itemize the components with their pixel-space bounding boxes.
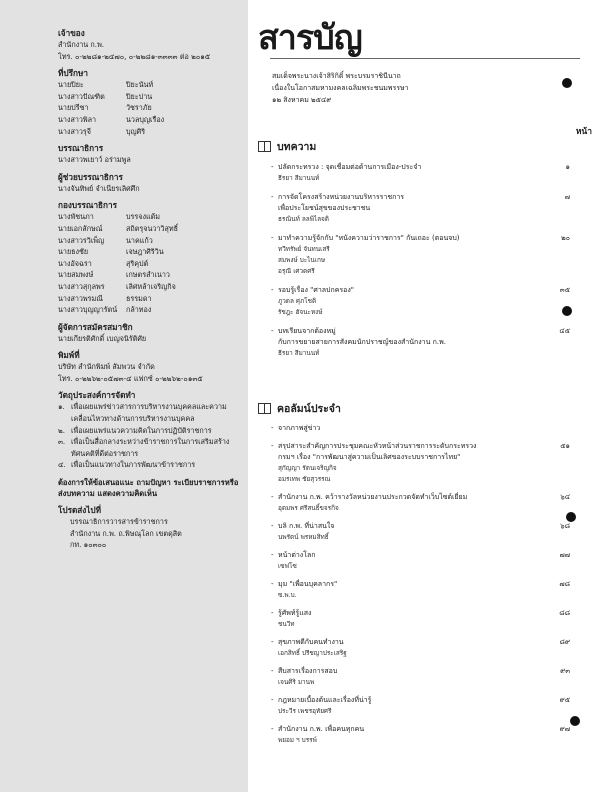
printer-name: บริษัท สำนักพิมพ์ สัมพวน จำกัด (58, 362, 155, 372)
entry-page-number: ๘๙ (559, 638, 570, 646)
entry-bullet: - (271, 551, 274, 559)
entry-author: สมพงษ์ บะไนเกษ (278, 256, 326, 264)
staff-surname: สถิตรุจนวาวิสุทธิ์ (126, 223, 179, 233)
objective-number: ๒. (58, 425, 66, 435)
entry-bullet: - (271, 442, 274, 450)
staff-name: นางสาวพรมณี (58, 293, 103, 303)
entry-page-number: ๕๑ (560, 442, 570, 450)
staff-row (58, 269, 244, 281)
printer-heading: พิมพ์ที่ (58, 350, 80, 361)
entry-title: สืบสารเรื่องการสอบ (278, 667, 338, 675)
staff-row (58, 246, 244, 258)
printer-phone: โทร. ๐-๒๒๖๒-๐๕๗๓-๔ แฟกซ์ ๐-๒๒๖๒-๐๑๓๕ (58, 373, 203, 383)
toc-entry[interactable] (271, 192, 578, 225)
toc-entry[interactable] (271, 724, 578, 746)
masthead (58, 22, 244, 551)
entry-page-number: ๙๗ (559, 725, 570, 733)
entry-author: เซฟโซ (278, 562, 297, 570)
staff-name: นางสาวรุจี (58, 126, 91, 136)
invite-text: ต้องการให้ข้อเสนอแนะ ถามปัญหา ระเบียบราชการหรือส่งบทความ แสดงความคิดเห็น (58, 478, 239, 499)
staff-name: นางสาวพิลา (58, 114, 97, 124)
toc-entry[interactable] (271, 695, 578, 717)
entry-page-number: ๙๓ (560, 667, 570, 675)
staff-surname: วัชราภัย (126, 103, 152, 113)
objective-text: เพื่อเผยแพร่ข่าวสารการบริหารงานบุคคลและความเคลื่อนไหวทางด้านการบริหารงานบุคคล (71, 402, 227, 424)
staff-surname: บุญศิริ (126, 126, 146, 136)
entry-bullet: - (271, 580, 274, 588)
toc-entry[interactable] (271, 441, 578, 485)
objective-text: เพื่อเป็นแนวทางในการพัฒนาข้าราชการ (71, 460, 196, 470)
entry-bullet: - (271, 234, 274, 242)
staff-surname: ธรรมดา (126, 293, 152, 303)
entry-page-number: ๙๕ (559, 696, 570, 704)
entry-title: รู้ศัพท์รู้แสง (278, 609, 312, 617)
entry-page-number: ๘๘ (559, 609, 570, 617)
staff-row (58, 223, 244, 235)
editor-heading: บรรณาธิการ (58, 143, 104, 154)
staff-name: นางพัชนภา (58, 212, 94, 222)
columns-section (258, 400, 588, 746)
staff-row (58, 126, 244, 138)
entry-bullet: - (271, 638, 274, 646)
book-icon (258, 403, 271, 414)
entry-bullet: - (271, 667, 274, 675)
tribute-line: สมเด็จพระนางเจ้าสิริกิติ์ พระบรมราชินีนาถ (272, 72, 401, 80)
page-column-header: หน้า (575, 127, 592, 137)
columns-list (258, 423, 588, 746)
entry-author: ธีรยา สีมานนท์ (278, 174, 320, 182)
staff-row (58, 91, 244, 103)
toc-entry[interactable] (271, 492, 578, 514)
toc-entry[interactable] (271, 423, 578, 434)
staff-surname: บรรจงแต้ม (126, 212, 161, 222)
entry-author: พยอม ฯ บรรพ์ (278, 736, 317, 744)
staff-name: นางสาวสุกุลพร (58, 281, 105, 291)
owner-heading: เจ้าของ (58, 28, 85, 38)
send-line: บรรณาธิการวารสารข้าราชการ (70, 517, 168, 527)
entry-author: สุกัญญา รัตนเจริญกิจ (278, 464, 337, 472)
staff-surname: สุริคุปต์ (126, 258, 149, 268)
entry-title: จากภาพสู่ข่าว (278, 424, 321, 432)
staff-surname: เจษฎาศิริวิน (126, 247, 164, 257)
entry-title: เพื่อประโยชน์สุขของประชาชน (278, 204, 371, 212)
entry-author: เจนศิริ มานพ (278, 678, 315, 686)
entry-author: รัชฎะ ฮัจนะหงษ์ (278, 308, 323, 316)
book-icon (258, 141, 271, 152)
toc-entry[interactable] (271, 326, 578, 359)
objectives-heading: วัตถุประสงค์การจัดทำ (58, 390, 136, 401)
objective-item (58, 401, 244, 424)
columns-title: คอลัมน์ประจำ (277, 402, 341, 415)
toc-entry[interactable] (271, 233, 578, 277)
objective-item (58, 436, 244, 459)
entry-bullet: - (271, 609, 274, 617)
staff-row (58, 258, 244, 270)
entry-title: มาทำความรู้จักกับ "หนังความว่าราชการ" กันเถอะ (ตอนจบ) (278, 234, 460, 242)
entry-bullet: - (271, 193, 274, 201)
entry-bullet: - (271, 725, 274, 733)
entry-page-number: ๗๘ (559, 580, 570, 588)
staff-name: นายเอกลักษณ์ (58, 223, 103, 233)
tribute-line: เนื่องในโอกาสมหามงคลเฉลิมพระชนมพรรษา (272, 84, 409, 92)
send-line: สำนักงาน ก.พ. ถ.พิษณุโลก เขตดุสิต (70, 528, 182, 538)
binding-hole-mark (562, 78, 572, 88)
board-list (58, 211, 244, 315)
entry-author: ประวีร เพชรอุทัยศรี (278, 707, 332, 715)
entry-title: การจัดโครงสร้างหน่วยงานบริหารราชการ (278, 193, 405, 201)
objectives-list (58, 401, 244, 471)
entry-author: ทวีทรัพย์ จันทนเสรี (278, 245, 330, 253)
entry-author: ภูวดล ศุภโชติ (278, 297, 317, 305)
articles-list (258, 162, 588, 359)
articles-title: บทความ (277, 140, 317, 153)
entry-page-number: ๒๐ (561, 234, 570, 242)
articles-heading (258, 138, 588, 154)
sidebar (0, 0, 248, 792)
staff-row (58, 114, 244, 126)
entry-author: ธีรยา สีมานนท์ (278, 349, 320, 357)
staff-row (58, 281, 244, 293)
toc-entry[interactable] (271, 608, 578, 630)
contents-panel (258, 0, 598, 792)
entry-author: อรุณี เศวตศรี (278, 267, 315, 275)
entry-bullet: - (271, 424, 274, 432)
entry-page-number: ๑ (565, 163, 570, 171)
toc-entry[interactable] (271, 637, 578, 659)
staff-row (58, 293, 244, 305)
staff-row (58, 79, 244, 91)
staff-row (58, 304, 244, 316)
binding-hole-mark (570, 716, 580, 726)
objective-number: ๑. (58, 402, 65, 412)
toc-entry[interactable] (271, 162, 578, 184)
staff-row (58, 235, 244, 247)
asst-editor-name: นางจันทิพย์ จำเนียรเลิศศึก (58, 183, 140, 193)
toc-entry[interactable] (271, 285, 578, 318)
entry-title: สรุปสาระสำคัญการประชุมคณะหัวหน้าส่วนราชการระดับกระทรวง (278, 442, 477, 450)
staff-surname: เกษตรสำเนาว (126, 270, 170, 280)
staff-name: นายปรีชา (58, 103, 89, 113)
entry-title: กฎหมายเบื้องต้นและเรื่องที่น่ารู้ (278, 696, 372, 704)
send-line: กท. ๑๐๓๐๐ (70, 540, 107, 550)
tribute-line: ๑๒ สิงหาคม ๒๕๔๙ (272, 96, 332, 104)
entry-title: สุขภาพดีกับคนทำงาน (278, 638, 344, 646)
send-heading: โปรดส่งไปที่ (58, 505, 102, 516)
objective-item (58, 459, 244, 471)
staff-name: นางอัจฉรา (58, 258, 92, 268)
entry-author: อมรเทพ ชัยสุวรรณ (278, 475, 331, 483)
objective-number: ๓. (58, 437, 66, 447)
staff-name: นายธงชัย (58, 247, 89, 257)
entry-title: สำนักงาน ก.พ. เพื่อคนทุกคน (278, 725, 365, 733)
entry-title: ปลัดกระทรวง : จุดเชื่อมต่อด้านการเมือง-ประจำ (278, 163, 422, 171)
entry-author: เอกสิทธิ์ ปรีชญาประเสริฐ (278, 649, 347, 657)
entry-bullet: - (271, 696, 274, 704)
owner-line: สำนักงาน ก.พ. (58, 40, 105, 49)
entry-author: ซ.พ.บ. (278, 591, 297, 599)
entry-page-number: ๗ (564, 193, 570, 201)
objective-item (58, 425, 244, 437)
toc-entry[interactable] (271, 666, 578, 688)
staff-name: นางสาวปัณฑิต (58, 91, 105, 101)
toc-entry[interactable] (271, 579, 578, 601)
staff-surname: กล้าทอง (126, 305, 152, 315)
staff-row (58, 102, 244, 114)
staff-surname: นวลบุญเรือง (126, 114, 165, 124)
staff-name: นางสาวรวิเพ็ญ (58, 235, 105, 245)
manager-heading: ผู้จัดการสมัครสมาชิก (58, 321, 133, 332)
entry-title: มุม "เพื่อนบุคลากร" (278, 580, 338, 588)
entry-title: กรมฯ เรื่อง "การพัฒนาสู่ความเป็นเลิศของระบบราชการไทย" (278, 453, 461, 461)
staff-surname: นาคแก้ว (126, 235, 153, 245)
staff-name: นายปิยะ (58, 80, 84, 90)
staff-name: นางสาวบุญญารัตน์ (58, 305, 118, 315)
objective-text: เพื่อเผยแพร่แนวความคิดในการปฏิบัติราชการ (71, 425, 212, 435)
entry-page-number: ๓๕ (559, 286, 570, 294)
articles-section (258, 138, 588, 359)
staff-surname: ปิยะนันท์ (126, 80, 154, 90)
staff-row (58, 211, 244, 223)
manager-name: นายเกียรติศักดิ์ เบญจนิรัติศัย (58, 333, 147, 343)
staff-surname: ปิยะปาน (126, 91, 153, 101)
entry-page-number: ๗๗ (559, 551, 570, 559)
entry-page-number: ๔๕ (559, 327, 570, 335)
entry-bullet: - (271, 493, 274, 501)
advisors-list (58, 79, 244, 137)
entry-title: บทเรียนจากต้องหมู่ (278, 327, 336, 335)
editor-name: นางสาวพเยาว์ อร่ามพูล (58, 155, 131, 165)
entry-page-number: ๖๘ (560, 522, 570, 530)
staff-name: นายสมพงษ์ (58, 270, 94, 280)
entry-author: ชนวีท (278, 620, 295, 628)
owner-phone: โทร. ๐-๒๒๘๑-๒๔๗๐, ๐-๒๒๘๑-๓๓๓๓ ต่อ ๒๐๑๕ (58, 51, 211, 61)
entry-bullet: - (271, 286, 274, 294)
asst-editor-heading: ผู้ช่วยบรรณาธิการ (58, 171, 123, 182)
entry-title: รอบรู้เรื่อง "ศาลปกครอง" (278, 286, 355, 294)
staff-surname: เลิศหล้าเจริญกิจ (126, 281, 176, 291)
binding-hole-mark (566, 512, 576, 522)
tribute-entry[interactable] (272, 70, 572, 106)
page-title: สารบัญ (258, 18, 362, 58)
board-heading: กองบรรณาธิการ (58, 200, 118, 211)
entry-author: นพรัตน์ พรหมสิทธิ์ (278, 533, 329, 541)
entry-author: ธรณินท์ ลลพิไลจติ (278, 215, 329, 223)
binding-hole-mark (562, 306, 572, 316)
entry-title: หน้าต่างโลก (278, 551, 316, 559)
entry-title: สำนักงาน ก.พ. คว้ารางวัลหน่วยงานประกวดจัดทำเว็บไซต์เยี่ยม (278, 493, 468, 501)
objective-number: ๔. (58, 460, 66, 470)
entry-title: กับการขยายสายการสังคมนักปราชญ์ของสำนักงาน ก.พ. (278, 338, 446, 346)
entry-bullet: - (271, 163, 274, 171)
entry-page-number: ๖๔ (560, 493, 570, 501)
entry-author: อุดมพร ศรีสนธิ์ขจรกิจ (278, 504, 339, 512)
toc-entry[interactable] (271, 521, 578, 543)
title-divider (270, 58, 580, 59)
advisors-heading: ที่ปรึกษา (58, 68, 88, 79)
objective-text: เพื่อเป็นสื่อกลางระหว่างข้าราชการในการเสริมสร้างทัศนคติที่ดีต่อราชการ (71, 437, 230, 458)
columns-heading (258, 400, 588, 416)
entry-title: บลิ ก.พ. ที่น่าสนใจ (278, 522, 335, 530)
entry-bullet: - (271, 327, 274, 335)
entry-bullet: - (271, 522, 274, 530)
toc-entry[interactable] (271, 550, 578, 572)
